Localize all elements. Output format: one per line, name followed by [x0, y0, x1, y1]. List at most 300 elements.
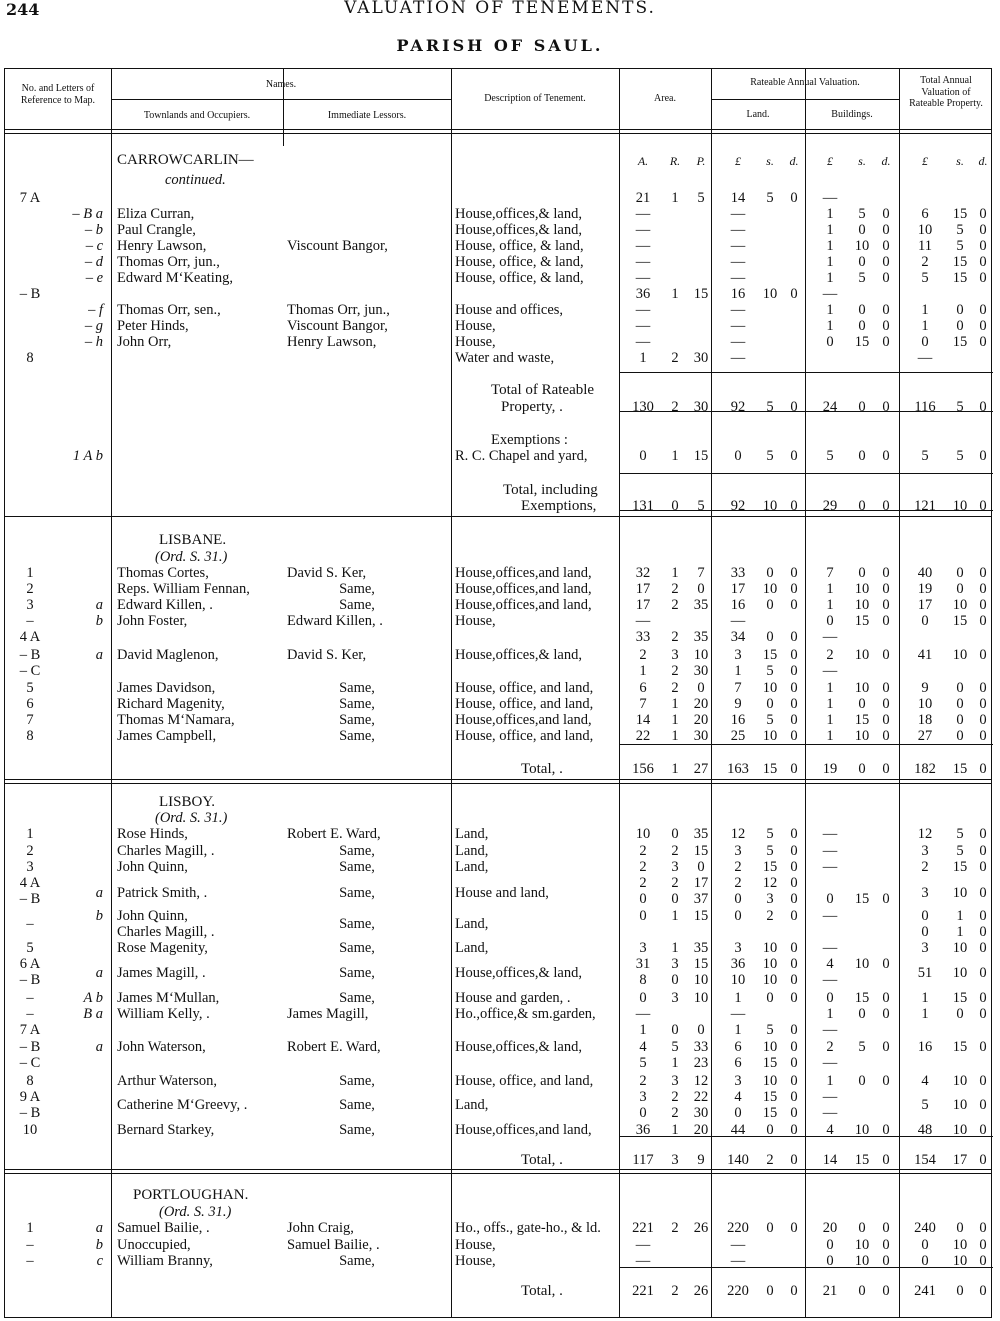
land-value: 0 — [790, 663, 798, 679]
bld-value: 0 — [858, 254, 866, 270]
tot-value: 0 — [979, 859, 987, 875]
land-value: 10 — [730, 972, 746, 988]
tot-value: 6 — [921, 206, 929, 222]
land-value: 2 — [766, 908, 774, 924]
bld-value: 5 — [858, 206, 866, 222]
tot-value: 10 — [952, 940, 968, 956]
bld-value: 0 — [882, 565, 890, 581]
lessor-name: James Magill, — [287, 1006, 369, 1022]
tot-value: 0 — [979, 613, 987, 629]
land-value: 0 — [790, 581, 798, 597]
tot-value: 182 — [914, 761, 936, 777]
unit-label: d. — [789, 154, 799, 168]
tot-value: 0 — [979, 1073, 987, 1089]
area-value: — — [635, 334, 651, 350]
area-value: 30 — [693, 399, 709, 415]
bld-value: — — [822, 843, 838, 859]
tenement-description: House and land, — [455, 885, 549, 901]
bld-value: 1 — [826, 597, 834, 613]
tenement-description: House,offices,& land, — [455, 222, 582, 238]
land-value: 5 — [766, 448, 774, 464]
tenement-description: Total, including — [503, 482, 598, 498]
occupier-name: Edward Killen, . — [117, 597, 213, 613]
tenement-description: Exemptions, — [521, 498, 597, 514]
area-value: 30 — [693, 663, 709, 679]
tenement-description: Total, . — [521, 1152, 563, 1168]
total-rule — [619, 372, 993, 373]
bld-value: 0 — [858, 498, 866, 514]
tot-value: 0 — [979, 238, 987, 254]
occupier-name: Thomas M‘Namara, — [117, 712, 235, 728]
land-value: 5 — [766, 190, 774, 206]
area-value: 1 — [671, 565, 679, 581]
area-value: 0 — [697, 859, 705, 875]
tot-value: 5 — [956, 448, 964, 464]
lessor-name: Same, — [339, 916, 375, 932]
area-value: 2 — [671, 680, 679, 696]
area-value: 1 — [671, 1122, 679, 1138]
tot-value: 0 — [979, 1237, 987, 1253]
area-value: 1 — [671, 728, 679, 744]
bld-value: 4 — [826, 956, 834, 972]
occupier-name: (Ord. S. 31.) — [159, 1204, 232, 1220]
bld-value: — — [822, 859, 838, 875]
area-value: 2 — [671, 581, 679, 597]
tot-value: 0 — [956, 680, 964, 696]
land-value: 0 — [766, 990, 774, 1006]
bld-value: 15 — [854, 712, 870, 728]
land-value: 0 — [790, 498, 798, 514]
tot-value: 17 — [917, 597, 933, 613]
bld-value: 7 — [826, 565, 834, 581]
area-value: 10 — [693, 972, 709, 988]
tenement-description: House,offices,& land, — [455, 1039, 582, 1055]
tot-value: 19 — [917, 581, 933, 597]
unit-label: d. — [881, 154, 891, 168]
bld-value: 0 — [882, 448, 890, 464]
land-value: 220 — [727, 1220, 749, 1236]
ref-letter: A b — [83, 990, 103, 1006]
bld-value: 10 — [854, 956, 870, 972]
tot-value: 0 — [956, 581, 964, 597]
section-rule-double — [5, 783, 991, 784]
bld-value: 10 — [854, 581, 870, 597]
tenement-description: Total, . — [521, 761, 563, 777]
ref-number: – — [26, 916, 34, 932]
bld-value: 0 — [882, 1122, 890, 1138]
ref-letter: – b — [84, 222, 103, 238]
land-value: 15 — [762, 1105, 778, 1121]
bld-value: 0 — [882, 254, 890, 270]
land-value: 0 — [734, 1105, 742, 1121]
area-value: 27 — [693, 761, 709, 777]
land-value: 0 — [790, 1089, 798, 1105]
lessor-name: Same, — [339, 1073, 375, 1089]
ref-letter: – f — [88, 302, 103, 318]
tot-value: 0 — [979, 254, 987, 270]
tot-value: 15 — [952, 761, 968, 777]
occupier-name: John Waterson, — [117, 1039, 206, 1055]
land-value: 0 — [790, 286, 798, 302]
bld-value: 1 — [826, 728, 834, 744]
ref-letter: b — [95, 613, 103, 629]
tot-value: 241 — [914, 1283, 936, 1299]
tot-value: 0 — [979, 1122, 987, 1138]
tot-value: 0 — [956, 728, 964, 744]
tot-value: 4 — [921, 1073, 929, 1089]
area-value: 17 — [635, 597, 651, 613]
area-value: 30 — [693, 728, 709, 744]
area-value: 32 — [635, 565, 651, 581]
area-value: 33 — [693, 1039, 709, 1055]
page-number: 244 — [6, 0, 40, 19]
area-value: 21 — [635, 190, 651, 206]
bld-value: 10 — [854, 1237, 870, 1253]
bld-value: 15 — [854, 1152, 870, 1168]
tot-value: 51 — [917, 965, 933, 981]
tot-value: 0 — [979, 1039, 987, 1055]
tot-value: 12 — [917, 826, 933, 842]
bld-value: 10 — [854, 728, 870, 744]
area-value: 2 — [639, 875, 647, 891]
area-value: 26 — [693, 1283, 709, 1299]
lessor-name: Same, — [339, 696, 375, 712]
area-value: 2 — [639, 859, 647, 875]
tenement-description: House, office, and land, — [455, 728, 594, 744]
tot-value: 10 — [917, 696, 933, 712]
lessor-name: Same, — [339, 728, 375, 744]
bld-value: 0 — [882, 1283, 890, 1299]
col-line — [899, 69, 900, 1317]
land-value: 220 — [727, 1283, 749, 1299]
bld-value: 1 — [826, 222, 834, 238]
land-value: 5 — [766, 712, 774, 728]
lessor-name: David S. Ker, — [287, 565, 367, 581]
bld-value: 10 — [854, 647, 870, 663]
bld-value: 1 — [826, 318, 834, 334]
bld-value: 0 — [882, 597, 890, 613]
tenement-description: House, — [455, 1253, 496, 1269]
area-value: 221 — [632, 1283, 654, 1299]
land-value: 0 — [766, 565, 774, 581]
tot-value: 0 — [979, 270, 987, 286]
land-value: 140 — [727, 1152, 749, 1168]
land-value: 0 — [790, 990, 798, 1006]
area-value: — — [635, 238, 651, 254]
tot-value: 0 — [979, 940, 987, 956]
occupier-name: Rose Magenity, — [117, 940, 208, 956]
land-value: 3 — [734, 647, 742, 663]
land-value: 15 — [762, 761, 778, 777]
area-value: 1 — [671, 761, 679, 777]
area-value: 5 — [671, 1039, 679, 1055]
area-value: 20 — [693, 696, 709, 712]
bld-value: 0 — [882, 270, 890, 286]
area-value: 1 — [671, 1055, 679, 1071]
tenement-description: Land, — [455, 916, 489, 932]
bld-value: 1 — [826, 254, 834, 270]
area-value: — — [635, 206, 651, 222]
bld-value: 1 — [826, 680, 834, 696]
tenement-description: House,offices,and land, — [455, 597, 592, 613]
ref-letter: B a — [83, 1006, 103, 1022]
land-value: — — [730, 613, 746, 629]
tot-value: 5 — [921, 1097, 929, 1113]
bld-value: — — [822, 190, 838, 206]
bld-value: — — [822, 940, 838, 956]
tot-value: 11 — [918, 238, 932, 254]
bld-value: — — [822, 908, 838, 924]
occupier-name: (Ord. S. 31.) — [155, 810, 228, 826]
bld-value: — — [822, 629, 838, 645]
area-value: 30 — [693, 350, 709, 366]
lessor-name: Henry Lawson, — [287, 334, 377, 350]
land-value: 0 — [766, 597, 774, 613]
bld-value: 0 — [882, 956, 890, 972]
area-value: 0 — [639, 990, 647, 1006]
land-value: — — [730, 206, 746, 222]
land-value: 33 — [730, 565, 746, 581]
bld-value: 1 — [826, 206, 834, 222]
unit-label: s. — [956, 154, 964, 168]
unit-label: £ — [922, 154, 928, 168]
bld-value: 29 — [822, 498, 838, 514]
bld-value: 0 — [882, 399, 890, 415]
bld-value: 15 — [854, 334, 870, 350]
bld-value: — — [822, 286, 838, 302]
header-land: Land. — [746, 109, 770, 120]
land-value: 0 — [734, 891, 742, 907]
ref-number: – — [26, 1006, 34, 1022]
tot-value: 1 — [921, 302, 929, 318]
tot-value: 17 — [952, 1152, 968, 1168]
tot-value: 0 — [979, 334, 987, 350]
tot-value: 5 — [956, 222, 964, 238]
tot-value: 0 — [979, 302, 987, 318]
area-value: 1 — [639, 350, 647, 366]
area-value: 2 — [671, 1105, 679, 1121]
area-value: — — [635, 1253, 651, 1269]
section-rule — [5, 516, 991, 517]
header-buildings: Buildings. — [831, 109, 873, 120]
ref-number: – — [26, 990, 34, 1006]
area-value: 0 — [639, 1105, 647, 1121]
area-value: 1 — [671, 908, 679, 924]
land-value: — — [730, 222, 746, 238]
tot-value: 5 — [921, 270, 929, 286]
tot-value: 5 — [956, 238, 964, 254]
land-value: 16 — [730, 286, 746, 302]
area-value: 4 — [639, 1039, 647, 1055]
area-value: 0 — [697, 581, 705, 597]
tot-value: 0 — [979, 696, 987, 712]
area-value: — — [635, 1006, 651, 1022]
area-value: 35 — [693, 597, 709, 613]
rateable-sub-line — [711, 99, 899, 100]
area-value: 15 — [693, 908, 709, 924]
bld-value: 0 — [858, 1073, 866, 1089]
tenement-description: Water and waste, — [455, 350, 555, 366]
tot-value: 10 — [952, 1073, 968, 1089]
ref-letter: – g — [84, 318, 103, 334]
area-value: 2 — [671, 1089, 679, 1105]
occupier-name: Patrick Smith, . — [117, 885, 208, 901]
area-value: 0 — [697, 1022, 705, 1038]
land-value: 0 — [790, 1022, 798, 1038]
tot-value: 15 — [952, 613, 968, 629]
bld-value: 0 — [882, 728, 890, 744]
area-value: 33 — [635, 629, 651, 645]
lessor-name: Same, — [339, 597, 375, 613]
land-value: 0 — [790, 908, 798, 924]
tenement-description: Ho., offs., gate-ho., & ld. — [455, 1220, 601, 1236]
ref-number: 9 A — [19, 1089, 41, 1105]
tot-value: 0 — [921, 334, 929, 350]
land-value: 1 — [734, 1022, 742, 1038]
area-value: 5 — [639, 1055, 647, 1071]
area-value: 2 — [639, 647, 647, 663]
tenement-description: Ho.,office,& sm.garden, — [455, 1006, 596, 1022]
tot-value: 0 — [956, 318, 964, 334]
unit-label: d. — [978, 154, 988, 168]
land-value: 15 — [762, 859, 778, 875]
lessor-name: John Craig, — [287, 1220, 354, 1236]
land-value: 3 — [734, 1073, 742, 1089]
tot-value: 2 — [921, 859, 929, 875]
area-value: 2 — [671, 1283, 679, 1299]
occupier-name: Reps. William Fennan, — [117, 581, 250, 597]
tot-value: 40 — [917, 565, 933, 581]
ref-number: 5 — [26, 680, 34, 696]
tenement-description: House and offices, — [455, 302, 564, 318]
land-value: 25 — [730, 728, 746, 744]
tot-value: 0 — [979, 728, 987, 744]
ref-letter: a — [95, 647, 103, 663]
tenement-description: Total of Rateable — [491, 382, 595, 398]
area-value: 2 — [671, 663, 679, 679]
area-value: 6 — [639, 680, 647, 696]
tot-value: 0 — [979, 990, 987, 1006]
land-value: — — [730, 334, 746, 350]
bld-value: — — [822, 1105, 838, 1121]
bld-value: 0 — [858, 302, 866, 318]
land-value: 0 — [790, 597, 798, 613]
occupier-name: Thomas Orr, jun., — [117, 254, 220, 270]
ref-letter: a — [95, 1220, 103, 1236]
ref-number: – B — [19, 1039, 41, 1055]
bld-value: 19 — [822, 761, 838, 777]
tot-value: 9 — [921, 680, 929, 696]
area-value: 3 — [639, 1089, 647, 1105]
ref-number: – C — [19, 1055, 41, 1071]
bld-value: 1 — [826, 238, 834, 254]
ref-number: – — [26, 1237, 34, 1253]
header-description: Description of Tenement. — [484, 93, 586, 104]
area-value: 17 — [693, 875, 709, 891]
tot-value: 15 — [952, 254, 968, 270]
ref-letter: b — [95, 1237, 103, 1253]
tenement-description: Land, — [455, 843, 489, 859]
ref-number: 8 — [26, 728, 34, 744]
land-value: 0 — [790, 629, 798, 645]
ref-letter: – d — [84, 254, 103, 270]
tot-value: 0 — [956, 1283, 964, 1299]
tot-value: 0 — [979, 1097, 987, 1113]
area-value: 2 — [671, 350, 679, 366]
bld-value: 0 — [858, 761, 866, 777]
bld-value: 0 — [882, 696, 890, 712]
area-value: 3 — [639, 940, 647, 956]
land-value: 0 — [766, 629, 774, 645]
bld-value: 1 — [826, 581, 834, 597]
occupier-name: Edward M‘Keating, — [117, 270, 233, 286]
land-value: 0 — [734, 908, 742, 924]
land-value: 15 — [762, 647, 778, 663]
tot-value: 0 — [979, 1283, 987, 1299]
tot-value: 0 — [921, 908, 929, 924]
tot-value: 0 — [979, 885, 987, 901]
area-value: 3 — [671, 990, 679, 1006]
area-value: 30 — [693, 1105, 709, 1121]
lessor-name: Same, — [339, 712, 375, 728]
tot-value: 5 — [956, 399, 964, 415]
lessor-name: Same, — [339, 1122, 375, 1138]
lessor-name: Robert E. Ward, — [287, 1039, 381, 1055]
land-value: 0 — [790, 1039, 798, 1055]
bld-value: 0 — [826, 1253, 834, 1269]
land-value: 92 — [730, 399, 746, 415]
bld-value: 0 — [882, 990, 890, 1006]
tenement-description: House, — [455, 318, 496, 334]
area-value: 0 — [671, 498, 679, 514]
land-value: — — [730, 238, 746, 254]
ref-number: – B — [19, 972, 41, 988]
land-value: 12 — [762, 875, 778, 891]
land-value: 0 — [790, 940, 798, 956]
occupier-name: Peter Hinds, — [117, 318, 189, 334]
lessor-name: Thomas Orr, jun., — [287, 302, 390, 318]
land-value: 36 — [730, 956, 746, 972]
land-value: 0 — [734, 448, 742, 464]
bld-value: 5 — [858, 1039, 866, 1055]
tot-value: 0 — [956, 1220, 964, 1236]
ref-number: 7 — [26, 712, 34, 728]
tot-value: 15 — [952, 270, 968, 286]
tot-value: 10 — [952, 1253, 968, 1269]
area-value: 26 — [693, 1220, 709, 1236]
lessor-name: Same, — [339, 1097, 375, 1113]
bld-value: — — [822, 1022, 838, 1038]
tot-value: 0 — [979, 399, 987, 415]
tot-value: 15 — [952, 859, 968, 875]
area-value: — — [635, 1237, 651, 1253]
land-value: 0 — [790, 1105, 798, 1121]
land-value: 14 — [730, 190, 746, 206]
bld-value: 0 — [882, 1073, 890, 1089]
area-value: — — [635, 613, 651, 629]
tot-value: 0 — [979, 597, 987, 613]
bld-value: 10 — [854, 597, 870, 613]
unit-label: P. — [696, 154, 706, 168]
lessor-name: Viscount Bangor, — [287, 318, 388, 334]
tot-value: 240 — [914, 1220, 936, 1236]
occupier-name: John Quinn, — [117, 859, 188, 875]
land-value: 10 — [762, 728, 778, 744]
ref-number: – C — [19, 663, 41, 679]
tot-value: 10 — [952, 1097, 968, 1113]
occupier-name: John Orr, — [117, 334, 172, 350]
lessor-name: Robert E. Ward, — [287, 826, 381, 842]
